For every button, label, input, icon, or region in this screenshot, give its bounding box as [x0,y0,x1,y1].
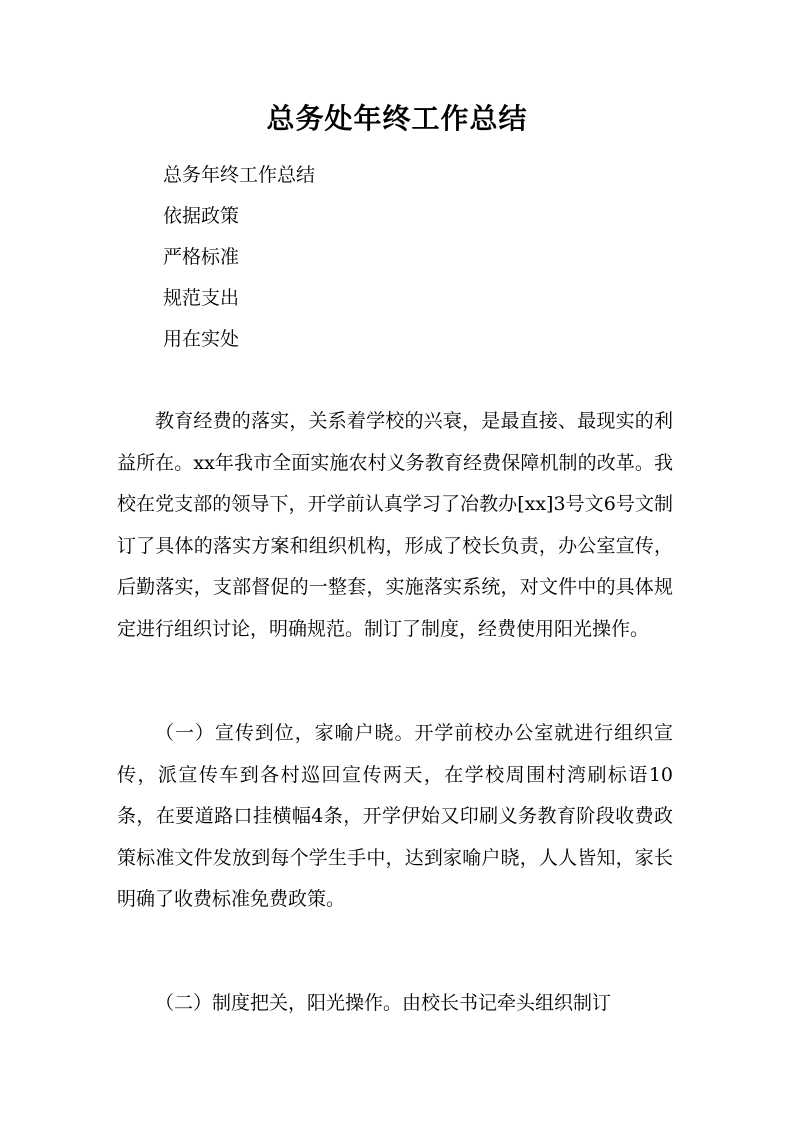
body-paragraph-section-2: （二）制度把关，阳光操作。由校长书记牵头组织制订 [155,992,612,1014]
summary-line: 规范支出 [163,287,240,309]
document-title: 总务处年终工作总结 [266,102,528,135]
summary-line: 严格标准 [163,246,240,268]
summary-line: 总务年终工作总结 [163,164,316,186]
summary-line: 用在实处 [163,328,240,350]
summary-line: 依据政策 [163,205,240,227]
body-paragraph-intro: 教育经费的落实，关系着学校的兴衰，是最直接、最现实的利益所在。xx年我市全面实施农村义务教育经费保障机制的改革。我校在党支部的领导下，开学前认真学习了冶教办[xx]3号文6号文制订了具体的落实方案和组织机构，形成了校长负责，办公室宣传，后勤落实，支部督促的一整套，实施落实系统，对文件中的具体规定进行组织讨论，明确规范。制订了制度，经费使用阳光操作。 [117,410,673,640]
body-paragraph-section-1: （一）宣传到位，家喻户晓。开学前校办公室就进行组织宣传，派宣传车到各村巡回宣传两天，在学校周围村湾刷标语10条，在要道路口挂横幅4条，开学伊始又印刷义务教育阶段收费政策标准文件发放到每个学生手中，达到家喻户晓，人人皆知，家长明确了收费标准免费政策。 [117,722,673,910]
summary-lines [163,155,683,360]
